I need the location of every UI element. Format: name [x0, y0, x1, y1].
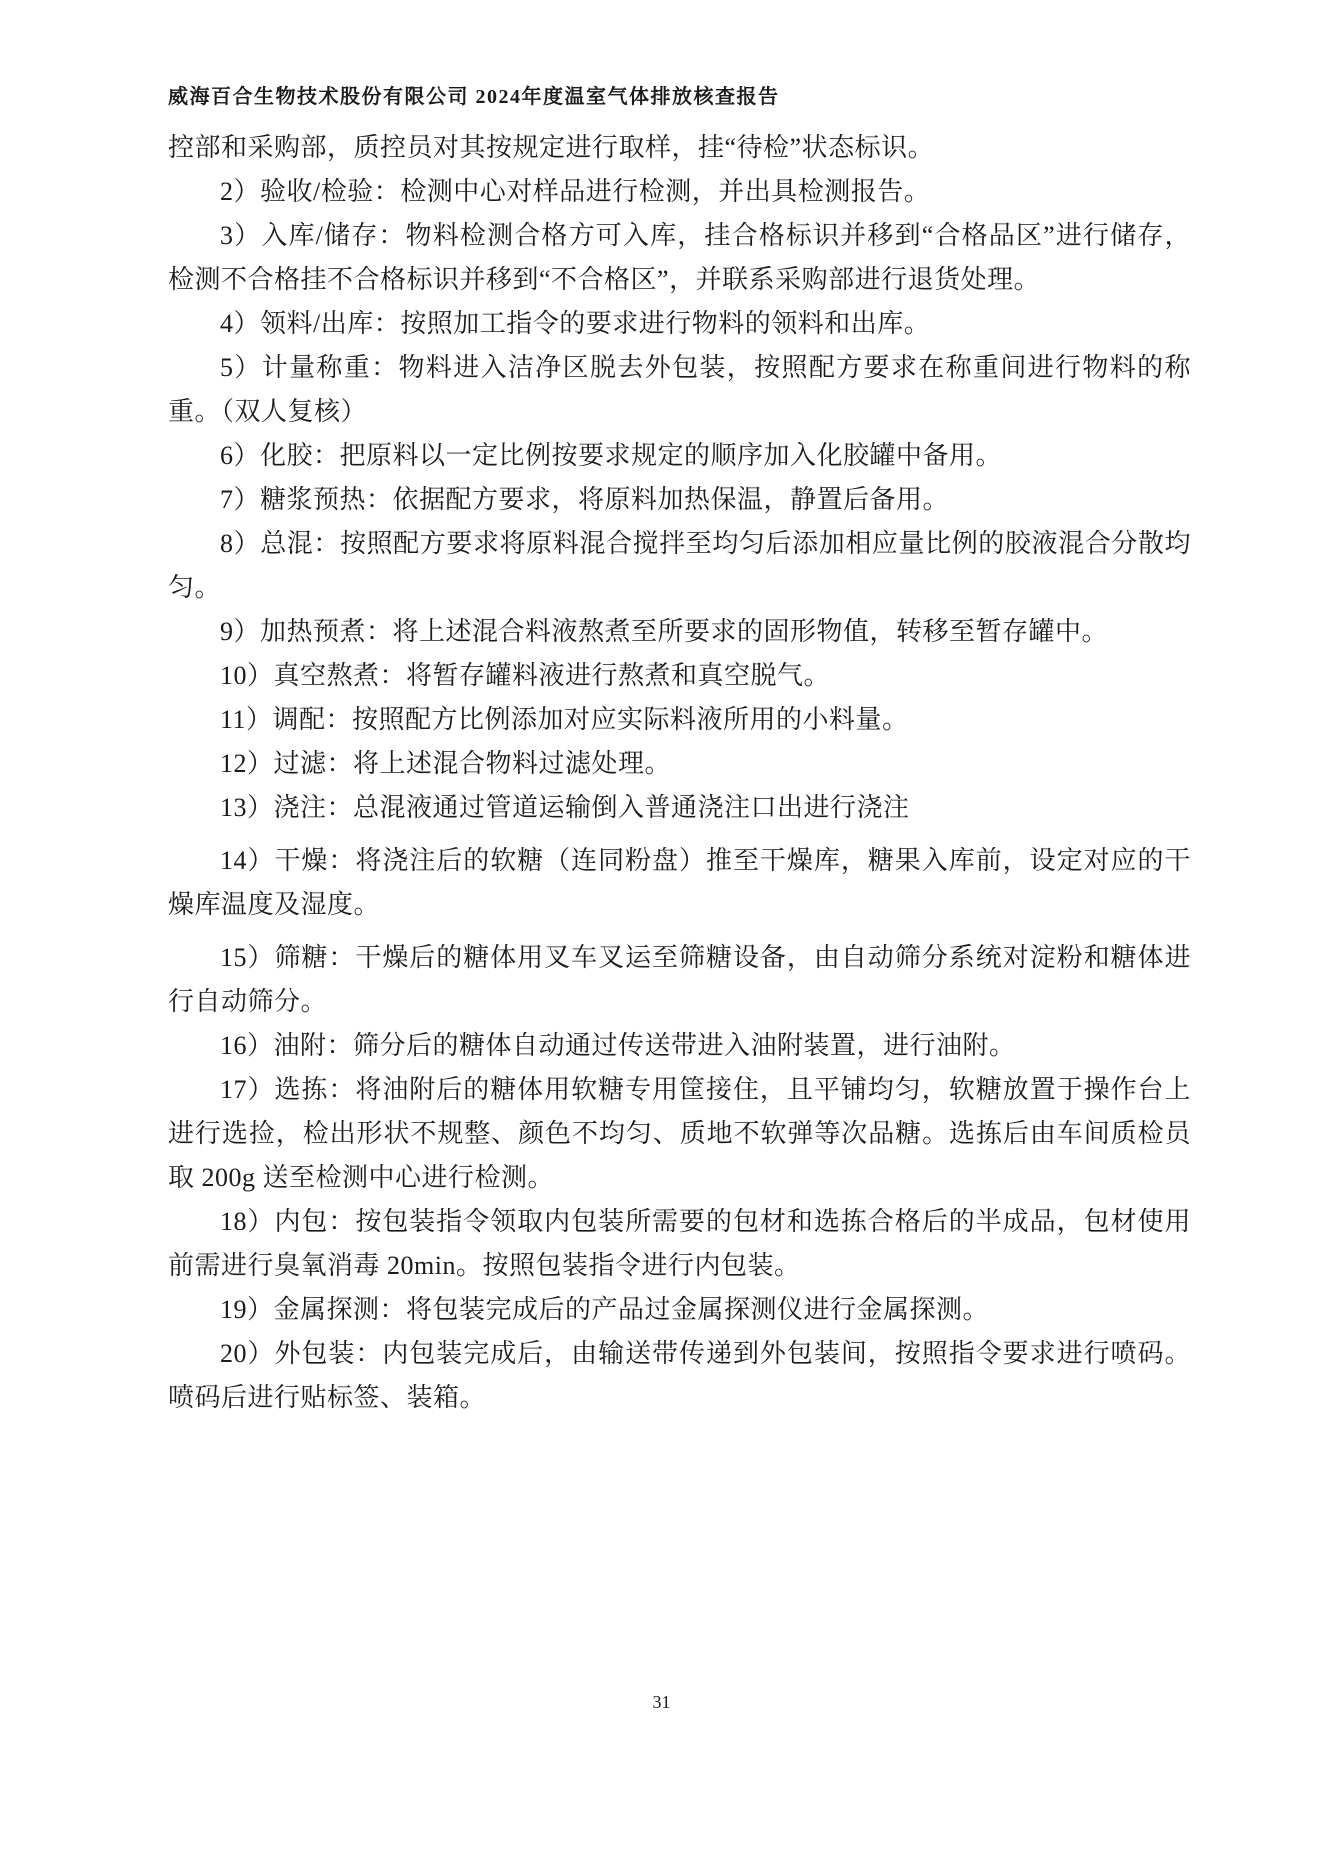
paragraph: 9）加热预煮：将上述混合料液熬煮至所要求的固形物值，转移至暂存罐中。	[220, 617, 1109, 646]
paragraph: 15）筛糖：干燥后的糖体用叉车叉运至筛糖设备，由自动筛分系统对淀粉和糖体进行自动筛分。	[168, 943, 1191, 1016]
paragraph: 11）调配：按照配方比例添加对应实际料液所用的小料量。	[220, 705, 909, 734]
page-header: 威海百合生物技术股份有限公司 2024年度温室气体排放核查报告	[168, 86, 780, 108]
paragraph: 3）入库/储存：物料检测合格方可入库，挂合格标识并移到“合格品区”进行储存，检测不合格挂不合格标识并移到“不合格区”，并联系采购部进行退货处理。	[168, 221, 1191, 294]
document-body	[168, 126, 1191, 1420]
paragraph: 4）领料/出库：按照加工指令的要求进行物料的领料和出库。	[220, 309, 931, 338]
paragraph: 18）内包：按包装指令领取内包装所需要的包材和选拣合格后的半成品，包材使用前需进行臭氧消毒 20min。按照包装指令进行内包装。	[168, 1207, 1191, 1280]
paragraph: 10）真空熬煮：将暂存罐料液进行熬煮和真空脱气。	[220, 661, 831, 690]
paragraph: 5）计量称重：物料进入洁净区脱去外包装，按照配方要求在称重间进行物料的称重。（双人复核）	[168, 353, 1191, 426]
paragraph: 13）浇注：总混液通过管道运输倒入普通浇注口出进行浇注	[220, 793, 910, 822]
paragraph: 12）过滤：将上述混合物料过滤处理。	[220, 749, 672, 778]
page-number: 31	[652, 1692, 671, 1712]
paragraph: 8）总混：按照配方要求将原料混合搅拌至均匀后添加相应量比例的胶液混合分散均匀。	[168, 529, 1191, 602]
paragraph: 16）油附：筛分后的糖体自动通过传送带进入油附装置，进行油附。	[220, 1031, 1016, 1060]
paragraph: 2）验收/检验：检测中心对样品进行检测，并出具检测报告。	[220, 177, 931, 206]
paragraph: 14）干燥：将浇注后的软糖（连同粉盘）推至干燥库，糖果入库前，设定对应的干燥库温度及湿度。	[168, 846, 1191, 919]
paragraph: 17）选拣：将油附后的糖体用软糖专用筐接住，且平铺均匀，软糖放置于操作台上进行选捡，检出形状不规整、颜色不均匀、质地不软弹等次品糖。选拣后由车间质检员取 200g 送至检测中心进行检测。	[168, 1075, 1191, 1192]
paragraph: 20）外包装：内包装完成后，由输送带传递到外包装间，按照指令要求进行喷码。喷码后进行贴标签、装箱。	[168, 1339, 1191, 1412]
paragraph: 6）化胶：把原料以一定比例按要求规定的顺序加入化胶罐中备用。	[220, 441, 1003, 470]
paragraph: 控部和采购部，质控员对其按规定进行取样，挂“待检”状态标识。	[168, 133, 935, 162]
paragraph: 19）金属探测：将包装完成后的产品过金属探测仪进行金属探测。	[220, 1295, 990, 1324]
paragraph: 7）糖浆预热：依据配方要求，将原料加热保温，静置后备用。	[220, 485, 950, 514]
